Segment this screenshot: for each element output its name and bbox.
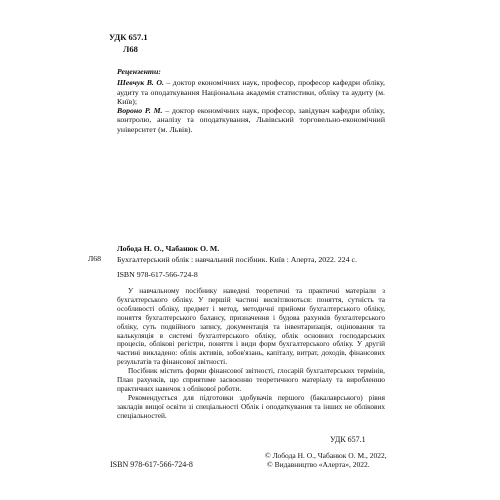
catalog-authors: Лобода Н. О., Чабанюк О. М. [117, 244, 220, 253]
abstract-paragraph: У навчальному посібнику наведені теоретичні та практичні матеріали з бухгалтерського обліку. У першій частині висвітлюються: поняття, сутність та особливості обліку, предмет і метод, методичні прийоми бухгалтерського обліку, поняття бухгалтерського балансу, призначення і будова рахунків бухгалтерського обліку, суть подвійного запису, документація та інвентаризація, оцінювання та калькуляція в системі бухгалтерського обліку, облік основних господарських процесів, облікові регістри, поняття і види форм бухгалтерського обліку. У другій частині викладено: облік активів, зобов'язань, капіталу, витрат, доходів, фінансових результатів та фінансової звітності. [117, 286, 385, 367]
reviewers-heading: Рецензенти: [117, 67, 161, 76]
reviewer-entry [117, 78, 385, 106]
reviewer-description: – доктор економічних наук, професор, завідувач кафедри обліку, контролю, аналізу та оподаткування, Львівський торговельно-економічний університет (м. Львів). [117, 106, 385, 134]
reviewer-name: Вороно Р. М. [117, 106, 163, 116]
reviewer-entry [117, 106, 385, 134]
footer-udc: УДК 657.1 [330, 435, 366, 444]
reviewer-name: Шевчук В. О. [117, 78, 164, 88]
footer-isbn: ISBN 978-617-566-724-8 [110, 460, 193, 469]
abstract-paragraph: Посібник містить форми фінансової звітності, глосарій бухгалтерських термінів, План рахунків, що сприятиме засвоєнню теоретичного матеріалу та виробленню практичних навичок з облікової роботи. [117, 366, 385, 393]
copyright-line: © Видавництво «Алерта», 2022. [267, 460, 370, 470]
udc-block [109, 31, 148, 55]
catalog-isbn: ISBN 978-617-566-724-8 [117, 270, 198, 279]
udc-code: УДК 657.1 [109, 32, 148, 42]
abstract-paragraph: Рекомендується для підготовки здобувачів першого (бакалаврського) рівня закладів вищої освіти зі спеціальності Облік і оподаткування та інших не облікових спеціальностей. [117, 392, 385, 420]
copyright-line: © Лобода Н. О., Чабанюк О. М., 2022, [265, 451, 387, 460]
author-mark: Л68 [123, 44, 138, 54]
reviewers-section [117, 67, 385, 134]
catalog-entry [117, 244, 385, 265]
copyright-block [265, 451, 387, 469]
catalog-title: Бухгалтерський облік : навчальний посібник. Київ : Алерта, 2022. 224 с. [117, 254, 357, 264]
catalog-mark: Л68 [88, 254, 102, 263]
abstract [117, 287, 385, 421]
reviewer-description: – доктор економічних наук, професор, професор кафедри обліку, аудиту та оподаткування Національна академія статистики, обліку та аудиту (м. Київ); [117, 78, 385, 106]
